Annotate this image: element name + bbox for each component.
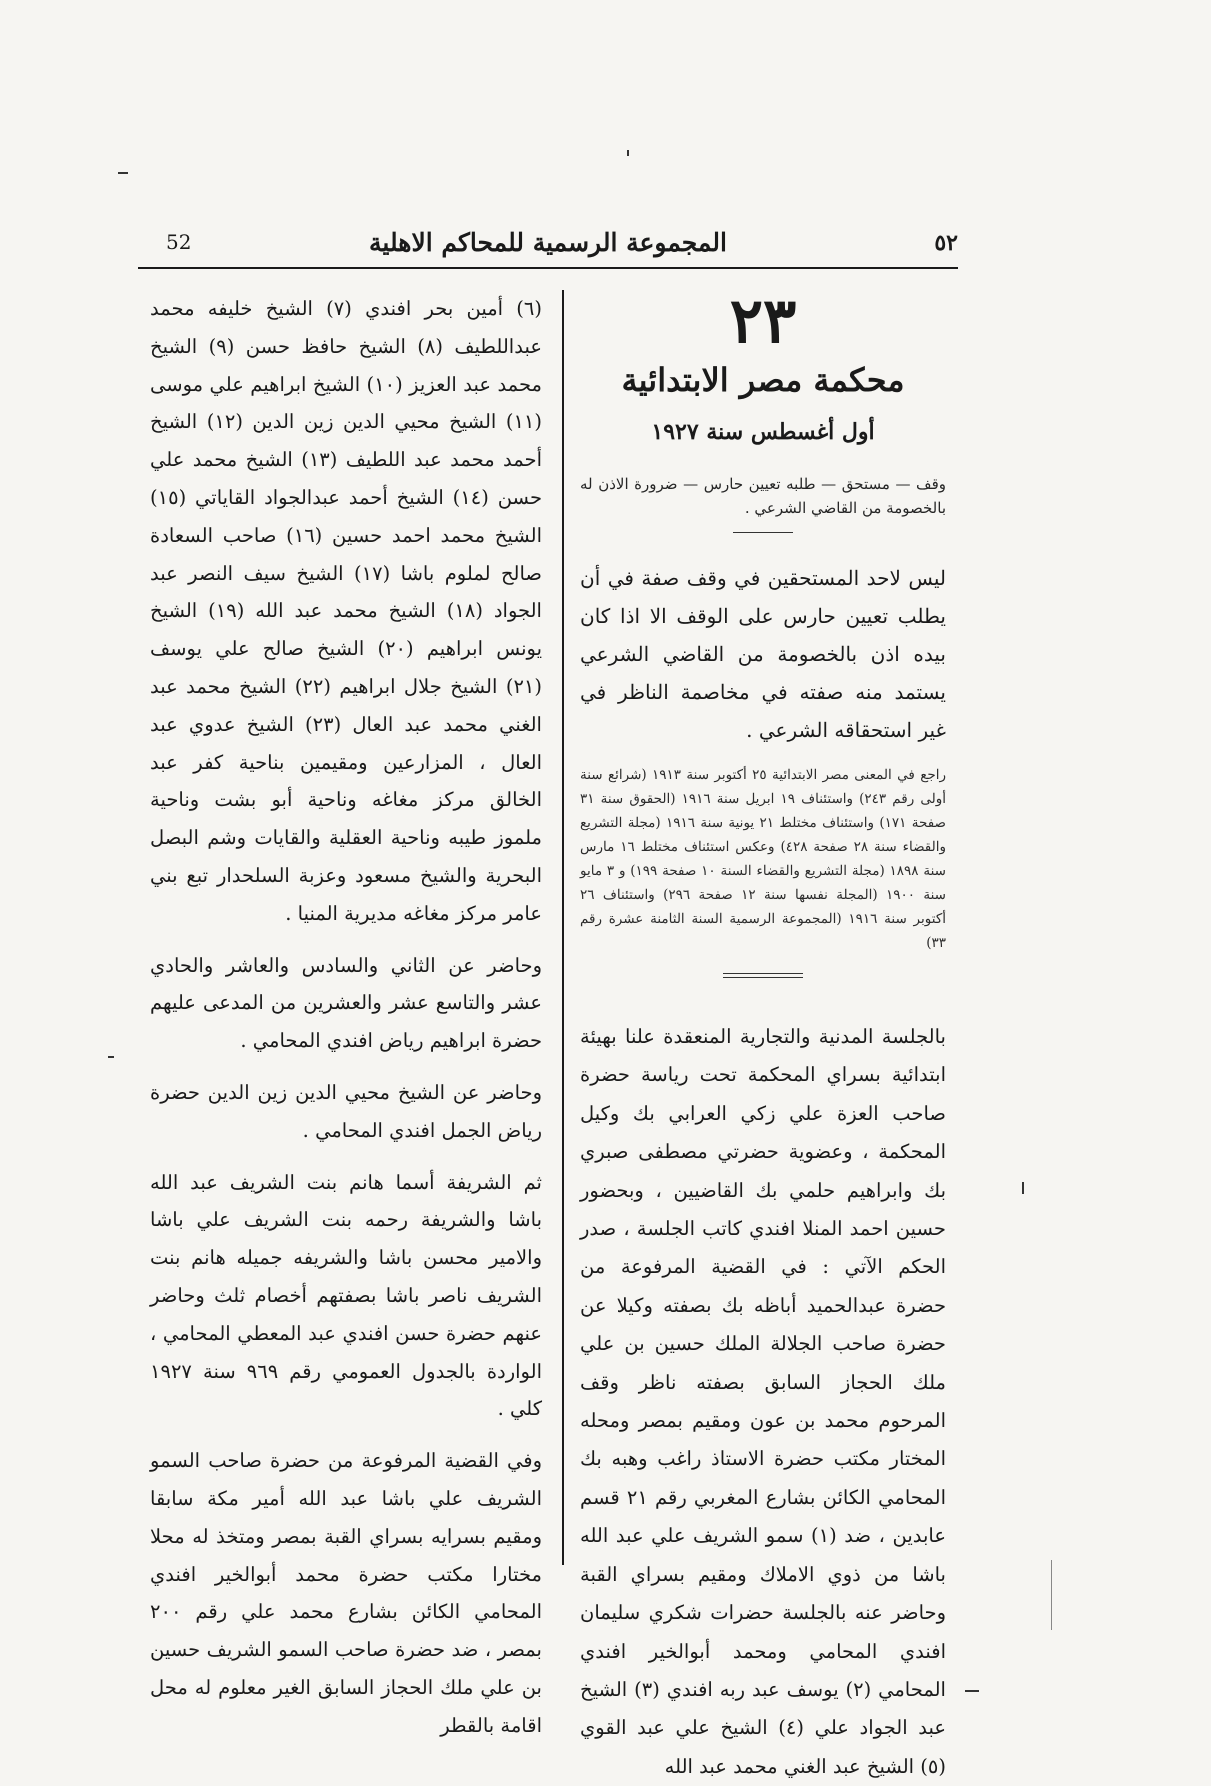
column-divider	[562, 290, 564, 1565]
paragraph: وفي القضية المرفوعة من حضرة صاحب السمو الشريف علي باشا عبد الله أمير مكة سابقا ومقيم بسرايه بسراي القبة بمصر ومتخذ له محلا مختارا مكتب حضرة محمد أبوالخير افندي المحامي الكائن بشارع محمد علي رقم ٢٠٠ بمصر ، ضد حضرة صاحب السمو الشريف حسين بن علي ملك الحجاز السابق الغير معلوم له محل اقامة بالقطر	[150, 1449, 542, 1737]
scan-speck	[1022, 1182, 1024, 1194]
case-number: ٢٣	[729, 284, 797, 357]
court-name: محكمة مصر الابتدائية	[621, 361, 905, 399]
page-number-arabic: ٥٢	[934, 230, 958, 256]
scan-speck	[108, 1056, 114, 1058]
running-title: المجموعة الرسمية للمحاكم الاهلية	[369, 228, 727, 257]
case-summary: وقف — مستحق — طلبه تعيين حارس — ضرورة الاذن له بالخصومة من القاضي الشرعي .	[580, 475, 946, 517]
references-note: راجع في المعنى مصر الابتدائية ٢٥ أكتوبر سنة ١٩١٣ (شرائع سنة أولى رقم ٢٤٣) واستئناف ١٩ ابريل سنة ١٩١٦ (الحقوق سنة ٣١ صفحة ١٧١) واستئناف مختلط ٢١ يونية سنة ١٩١٦ (مجلة التشريع والقضاء سنة ٢٨ صفحة ٤٢٨) وعكس استئناف مختلط ١٦ مارس سنة ١٨٩٨ (مجلة التشريع والقضاء السنة ١٠ صفحة ١٩٩) و ٣ مايو سنة ١٩٠٠ (المجلة نفسها سنة ١٢ صفحة ٢٩٦) واستئناف ٢٦ أكتوبر سنة ١٩١٦ (المجموعة الرسمية السنة الثامنة عشرة رقم ٣٣)	[580, 767, 946, 951]
page-number-latin: 52	[166, 230, 192, 254]
section-rule	[733, 532, 793, 533]
paragraph: ثم الشريفة أسما هانم بنت الشريف عبد الله باشا والشريفة رحمه بنت الشريف علي باشا والامير محسن باشا والشريفه جميله هانم بنت الشريف ناصر باشا بصفتهم أخصام ثلث وحاضر عنهم حضرة حسن افندي عبد المعطي المحامي ، الواردة بالجدول العمومي رقم ٩٦٩ سنة ١٩٢٧ كلي .	[150, 1170, 542, 1421]
scan-speck	[627, 150, 629, 156]
scan-speck	[965, 1690, 979, 1692]
paragraph: وحاضر عن الثاني والسادس والعاشر والحادي عشر والتاسع عشر والعشرين من المدعى عليهم حضرة ابراهيم رياض افندي المحامي .	[150, 953, 542, 1053]
scan-speck	[118, 172, 128, 174]
double-rule	[723, 973, 803, 978]
judgment-date: أول أغسطس سنة ١٩٢٧	[651, 419, 875, 445]
scan-speck	[1051, 1560, 1052, 1630]
header-rule	[138, 267, 958, 269]
legal-principle: ليس لاحد المستحقين في وقف صفة في أن يطلب تعيين حارس على الوقف الا اذا كان بيده اذن بالخصومة من القاضي الشرعي يستمد منه صفته في مخاصمة الناظر في غير استحقاقه الشرعي .	[580, 566, 946, 742]
left-column	[150, 290, 542, 1744]
right-column	[580, 284, 946, 1786]
paragraph: (٦) أمين بحر افندي (٧) الشيخ خليفه محمد عبداللطيف (٨) الشيخ حافظ حسن (٩) الشيخ محمد عبد العزيز (١٠) الشيخ ابراهيم علي موسى (١١) الشيخ محيي الدين زين الدين (١٢) الشيخ أحمد محمد عبد اللطيف (١٣) الشيخ محمد علي حسن (١٤) الشيخ أحمد عبدالجواد القاياتي (١٥) الشيخ محمد احمد حسين (١٦) صاحب السعادة صالح لملوم باشا (١٧) الشيخ سيف النصر عبد الجواد (١٨) الشيخ محمد عبد الله (١٩) الشيخ يونس ابراهيم (٢٠) الشيخ صالح علي يوسف (٢١) الشيخ جلال ابراهيم (٢٢) الشيخ محمد عبد الغني محمد عبد العال (٢٣) الشيخ عدوي عبد العال ، المزارعين ومقيمين بناحية كفر عبد الخالق مركز مغاغه وناحية أبو بشت وناحية ملموز طيبه وناحية العقلية والقايات وشم البصل البحرية والشيخ مسعود وعزبة السلحدار تبع بني عامر مركز مغاغه مديرية المنيا .	[150, 297, 543, 925]
judgment-opening: بالجلسة المدنية والتجارية المنعقدة علنا بهيئة ابتدائية بسراي المحكمة تحت رياسة حضرة صاحب العزة علي زكي العرابي بك وكيل المحكمة ، وعضوية حضرتي مصطفى صبري بك وابراهيم حلمي بك القاضيين ، وبحضور حسين احمد المنلا افندي كاتب الجلسة ، صدر الحكم الآتي : في القضية المرفوعة من حضرة عبدالحميد أباظه بك بصفته وكيلا عن حضرة صاحب الجلالة الملك حسين بن علي ملك الحجاز السابق بصفته ناظر وقف المرحوم محمد بن عون ومقيم بمصر ومحله المختار مكتب حضرة الاستاذ راغب وهبه بك المحامي الكائن بشارع المغربي رقم ٢١ قسم عابدين ، ضد (١) سمو الشريف علي عبد الله باشا من ذوي الاملاك ومقيم بسراي القبة وحاضر عنه بالجلسة حضرات شكري سليمان افندي المحامي ومحمد أبوالخير افندي المحامي (٢) يوسف عبد ربه افندي (٣) الشيخ عبد الجواد علي (٤) الشيخ علي عبد القوي (٥) الشيخ عبد الغني محمد عبد الله	[580, 1025, 946, 1778]
page-header	[138, 228, 958, 264]
paragraph: وحاضر عن الشيخ محيي الدين زين الدين حضرة رياض الجمل افندي المحامي .	[150, 1080, 542, 1142]
